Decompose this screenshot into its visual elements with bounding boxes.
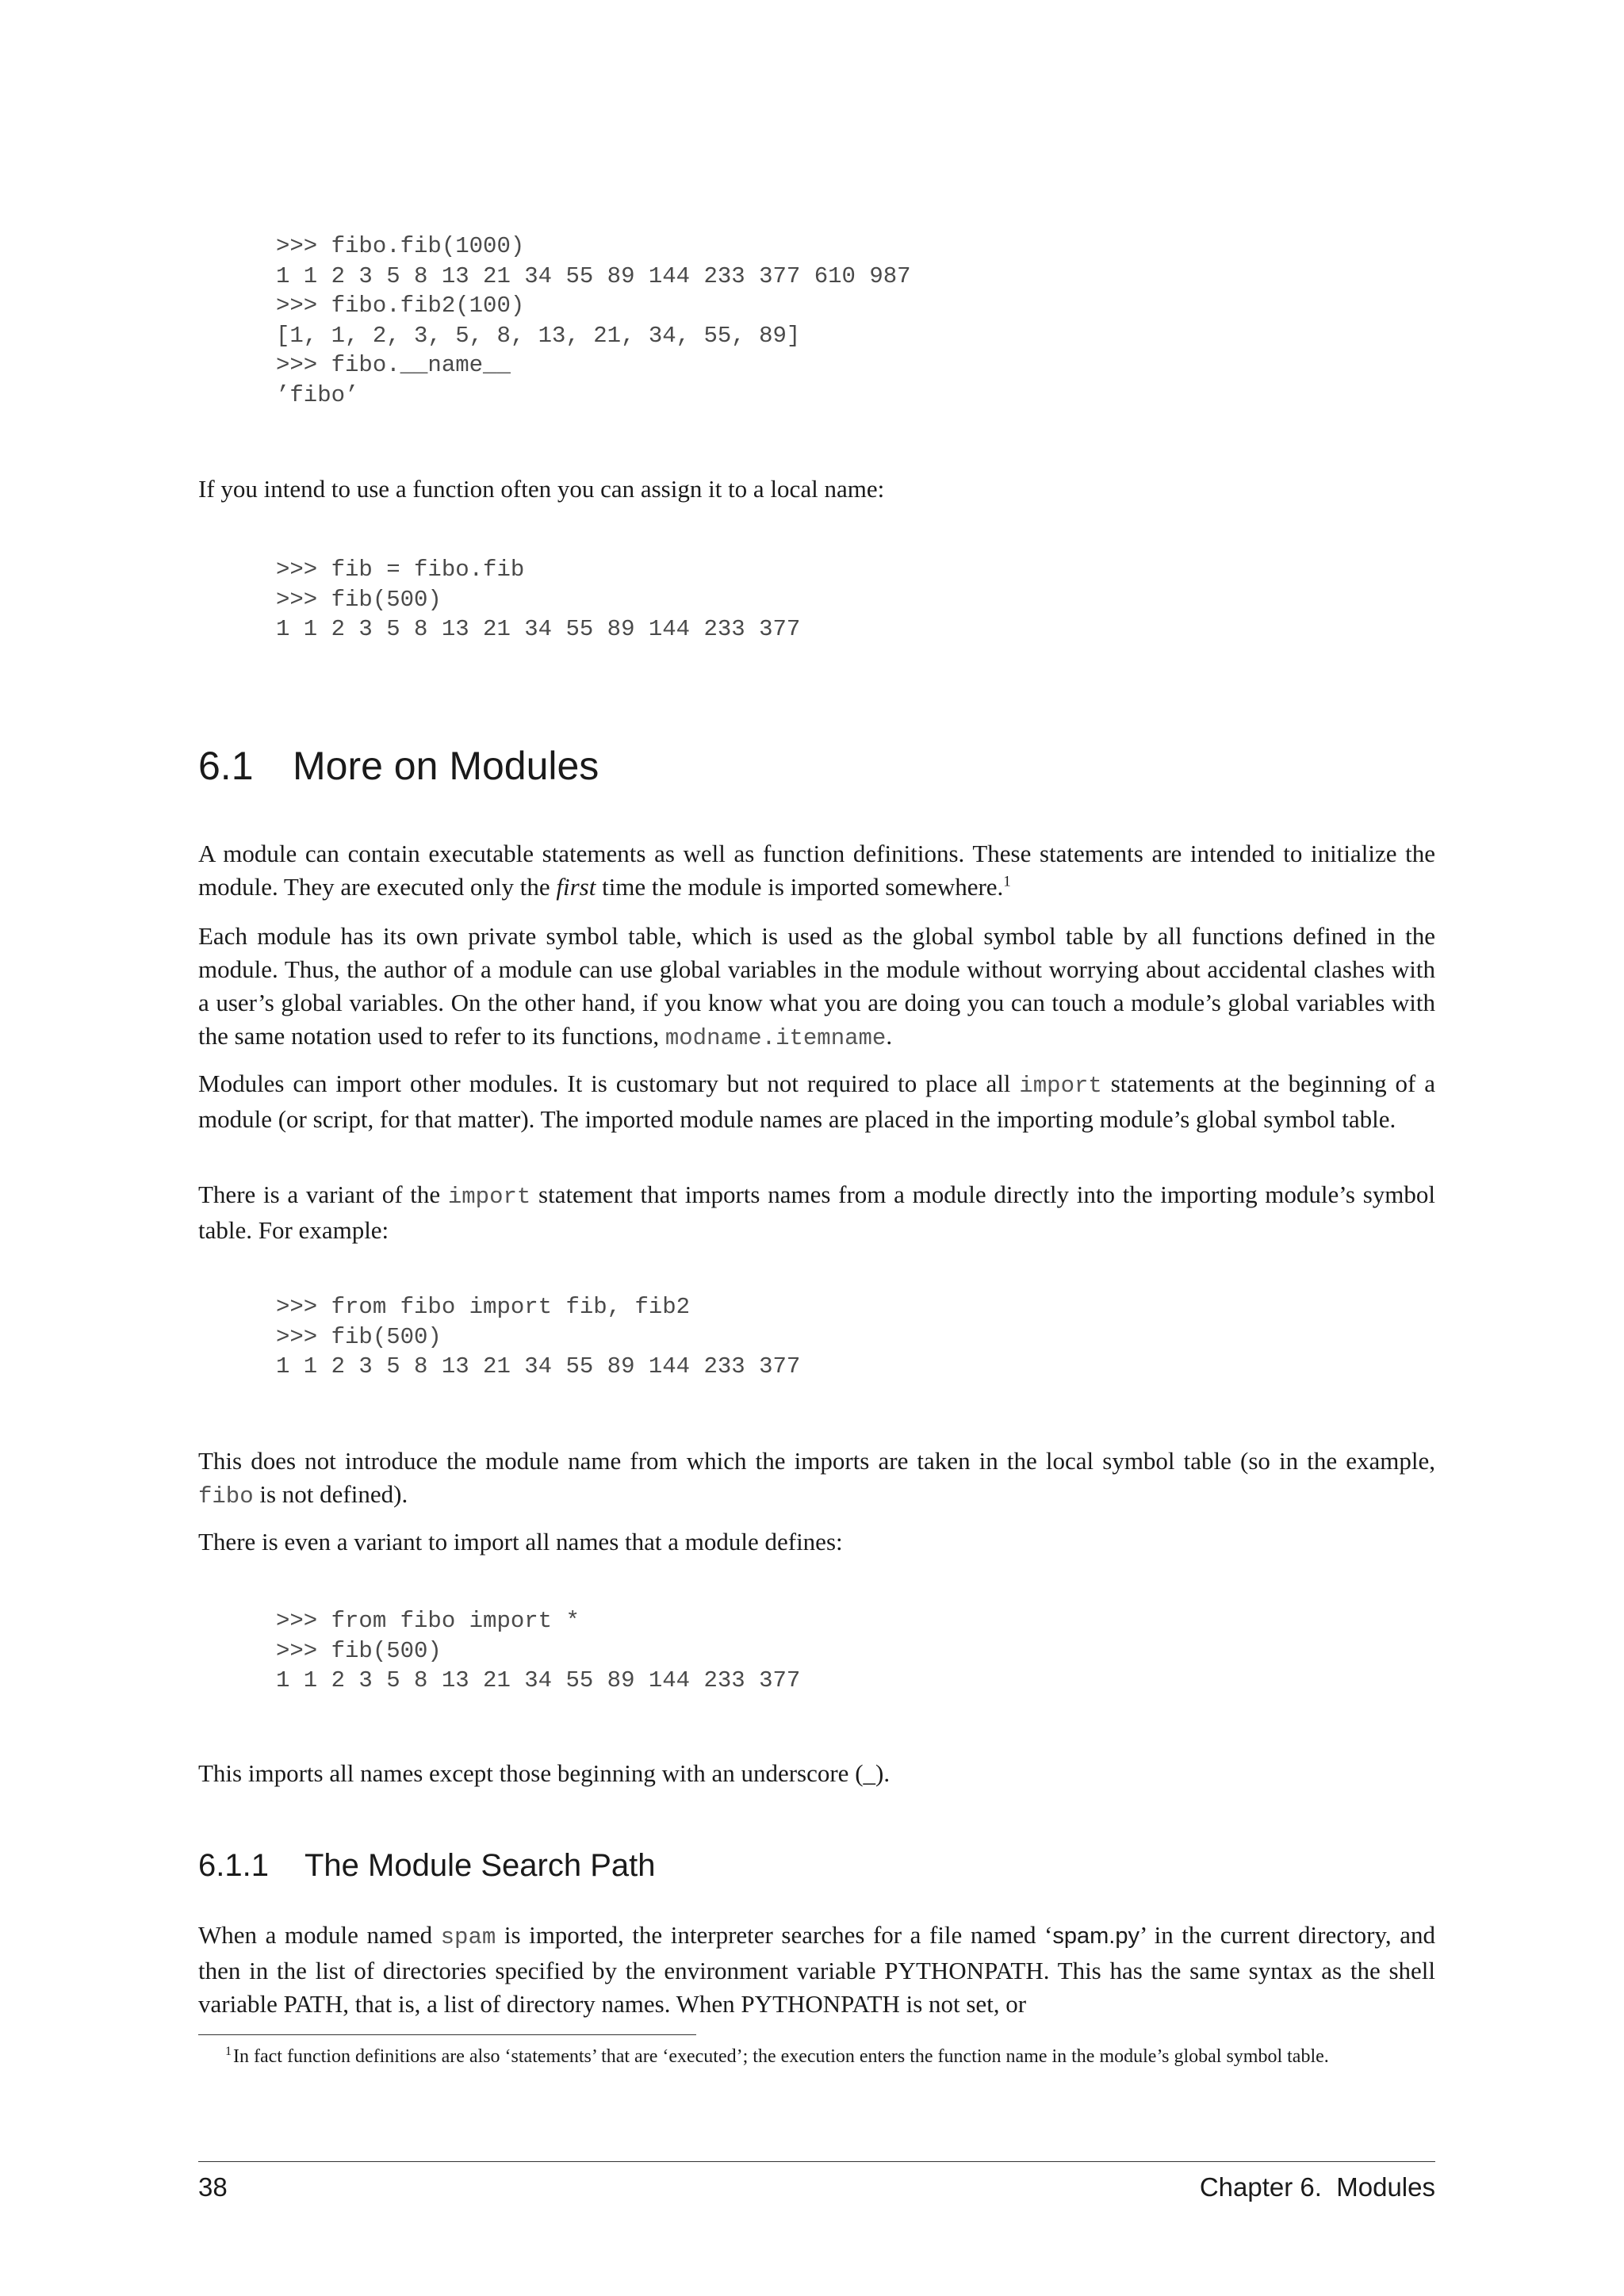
text-run: statements at the beginning of a module (or script, for that matter). The imported module names are placed in the importing module’s global symbol table.: [198, 1070, 1435, 1133]
text-run: .: [886, 1022, 893, 1050]
code-block-fibo-calls: [276, 232, 911, 410]
code-line: >>> fib(500): [276, 1323, 442, 1350]
code-line: 1 1 2 3 5 8 13 21 34 55 89 144 233 377: [276, 1353, 801, 1380]
page-number: 38: [198, 2172, 228, 2202]
text-run: ’ in the current directory, and then in the list of directories specified by the environment variable PYTHONPATH. This has the same syntax as the shell variable PATH, that is, a list of directory names. When PYTHONPATH is not set, or: [198, 1921, 1435, 2018]
paragraph-underscore: This imports all names except those beginning with an underscore (_).: [198, 1759, 891, 1787]
paragraph-local-name: If you intend to use a function often you can assign it to a local name:: [198, 475, 885, 503]
paragraph-not-defined: [198, 1445, 1435, 1513]
paragraph-import-variant: [198, 1178, 1435, 1247]
code-line: [1, 1, 2, 3, 5, 8, 13, 21, 34, 55, 89]: [276, 322, 801, 349]
footnote-text: In fact function definitions are also ‘statements’ that are ‘executed’; the execution enters the function name in the module’s global symbol table.: [233, 2046, 1329, 2067]
footnote-mark: 1: [225, 2045, 232, 2058]
text-run: statement that imports names from a module directly into the importing module’s symbol table. For example:: [198, 1181, 1435, 1244]
footnote: [198, 2044, 1435, 2070]
code-block-from-import: [276, 1292, 800, 1382]
inline-code: import: [1019, 1073, 1102, 1099]
footnote-reference[interactable]: 1: [1003, 873, 1011, 890]
section-number: 6.1: [198, 744, 254, 788]
code-block-local-name: [276, 555, 800, 645]
code-line: >>> fibo.fib2(100): [276, 293, 525, 319]
file-name: spam.py: [1052, 1923, 1139, 1949]
section-heading: [198, 742, 599, 790]
code-line: ’fibo’: [276, 381, 359, 408]
text-run: When a module named: [198, 1921, 441, 1949]
subsection-heading: [198, 1846, 655, 1885]
paragraph-import-all: There is even a variant to import all names that a module defines:: [198, 1528, 843, 1556]
inline-code: modname.itemname: [665, 1025, 887, 1051]
code-line: 1 1 2 3 5 8 13 21 34 55 89 144 233 377: [276, 1667, 801, 1693]
text-run: is imported, the interpreter searches for a file named ‘: [496, 1921, 1053, 1949]
code-line: >>> from fibo import fib, fib2: [276, 1294, 691, 1320]
paragraph-search-path: [198, 1919, 1435, 2021]
inline-code: import: [447, 1184, 531, 1210]
subsection-title: The Module Search Path: [304, 1848, 656, 1883]
text-run: Modules can import other modules. It is customary but not required to place all: [198, 1070, 1020, 1097]
inline-code: spam: [440, 1924, 496, 1950]
chapter-title: Chapter 6. Modules: [1199, 2172, 1435, 2202]
footnote-divider: [198, 2034, 696, 2035]
subsection-number: 6.1.1: [198, 1848, 269, 1883]
emphasis-text: first: [556, 873, 596, 901]
paragraph-module-statements: [198, 837, 1435, 904]
code-line: >>> from fibo import *: [276, 1608, 580, 1634]
code-line: 1 1 2 3 5 8 13 21 34 55 89 144 233 377 610 987: [276, 262, 911, 289]
code-line: >>> fibo.fib(1000): [276, 233, 525, 259]
section-title: More on Modules: [293, 744, 599, 788]
text-run: Each module has its own private symbol table, which is used as the global symbol table by all functions defined in the module. Thus, the author of a module can use global variables in the module without worrying about accidental clashes with a user’s global variables. On the other hand, if you know what you are doing you can touch a module’s global variables with the same notation used to refer to its functions,: [198, 922, 1435, 1050]
text-run: This does not introduce the module name from which the imports are taken in the local symbol table (so in the example,: [198, 1447, 1435, 1475]
code-line: >>> fib(500): [276, 1637, 442, 1664]
code-line: >>> fib(500): [276, 586, 442, 613]
footer-divider: [198, 2161, 1435, 2162]
text-run: time the module is imported somewhere.: [596, 873, 1004, 901]
text-run: is not defined).: [253, 1480, 408, 1508]
inline-code: fibo: [198, 1483, 254, 1510]
code-line: 1 1 2 3 5 8 13 21 34 55 89 144 233 377: [276, 616, 801, 642]
paragraph-import-other-modules: [198, 1067, 1435, 1136]
code-block-import-star: [276, 1606, 800, 1696]
code-line: >>> fibo.__name__: [276, 352, 511, 378]
paragraph-symbol-table: [198, 920, 1435, 1055]
text-run: A module can contain executable statements as well as function definitions. These statements are intended to initialize the module. They are executed only the: [198, 840, 1435, 901]
code-line: >>> fib = fibo.fib: [276, 557, 525, 583]
text-run: There is a variant of the: [198, 1181, 448, 1208]
